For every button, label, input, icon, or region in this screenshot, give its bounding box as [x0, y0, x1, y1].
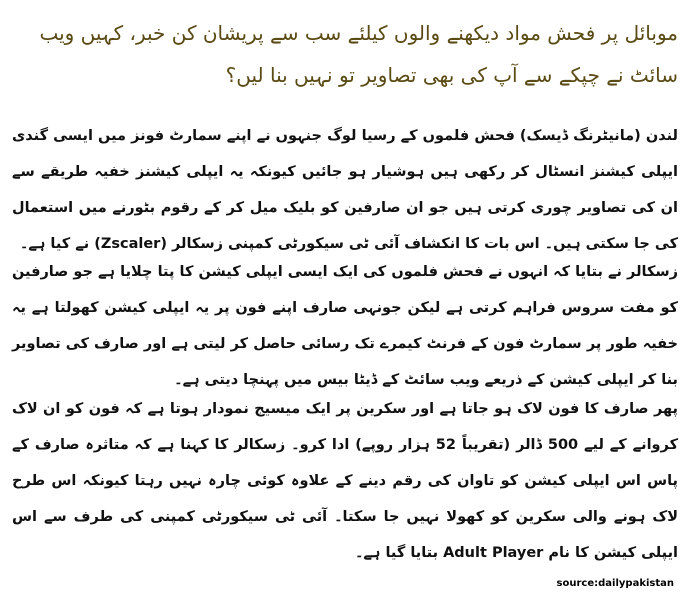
source-credit: source:dailypakistan — [556, 578, 674, 589]
article-paragraph: زسکالر نے بتایا کہ انہوں نے فحش فلموں کی ایک ایسی ایپلی کیشن کا پتا چلایا ہے جو صارفین کو مفت سروس فراہم کرتی ہے لیکن جونہی صارف اپنے فون پر یہ ایپلی کیشن کھولتا ہے یہ خفیہ طور پر سمارٹ فون کے فرنٹ کیمرے تک رسائی حاصل کر لیتی ہے اور صارف کی تصاویر بنا کر ایپلی کیشن کے ذریعے ویب سائٹ کے ڈیٹا بیس میں پہنچا دیتی ہے۔ — [12, 264, 678, 388]
headline: موبائل پر فحش مواد دیکھنے والوں کیلئے سب سے پریشان کن خبر، کہیں ویب سائٹ نے چپکے سے آپ کی بھی تصاویر تو نہیں بنا لیں؟ — [39, 21, 678, 87]
article — [12, 0, 678, 600]
article-paragraph: لندن (مانیٹرنگ ڈیسک) فحش فلموں کے رسیا لوگ جنہوں نے اپنے سمارٹ فونز میں ایسی گندی ایپلی کیشنز انسٹال کر رکھی ہیں ہوشیار ہو جائیں کیونکہ یہ ایپلی کیشنز خفیہ طریقے سے ان کی تصاویر چوری کرتی ہیں جو ان صارفین کو بلیک میل کر کے رقوم بٹورنے میں استعمال کی جا سکتی ہیں۔ اس بات کا انکشاف آئی ٹی سیکورٹی کمپنی زسکالر (Zscaler) نے کیا ہے۔ — [12, 128, 678, 252]
article-paragraph: پھر صارف کا فون لاک ہو جاتا ہے اور سکرین پر ایک میسیج نمودار ہوتا ہے کہ فون کو ان لاک کروانے کے لیے 500 ڈالر (تقریباً 52 ہزار روپے) ادا کرو۔ زسکالر کا کہنا ہے کہ متاثرہ صارف کے پاس اس ایپلی کیشن کو تاوان کی رقم دینے کے علاوہ کوئی چارہ نہیں رہتا کیونکہ اس طرح لاک ہونے والی سکرین کو کھولا نہیں جا سکتا۔ آئی ٹی سیکورٹی کمپنی کی طرف سے اس ایپلی کیشن کا نام Adult Player بتایا گیا ہے۔ — [12, 401, 679, 561]
